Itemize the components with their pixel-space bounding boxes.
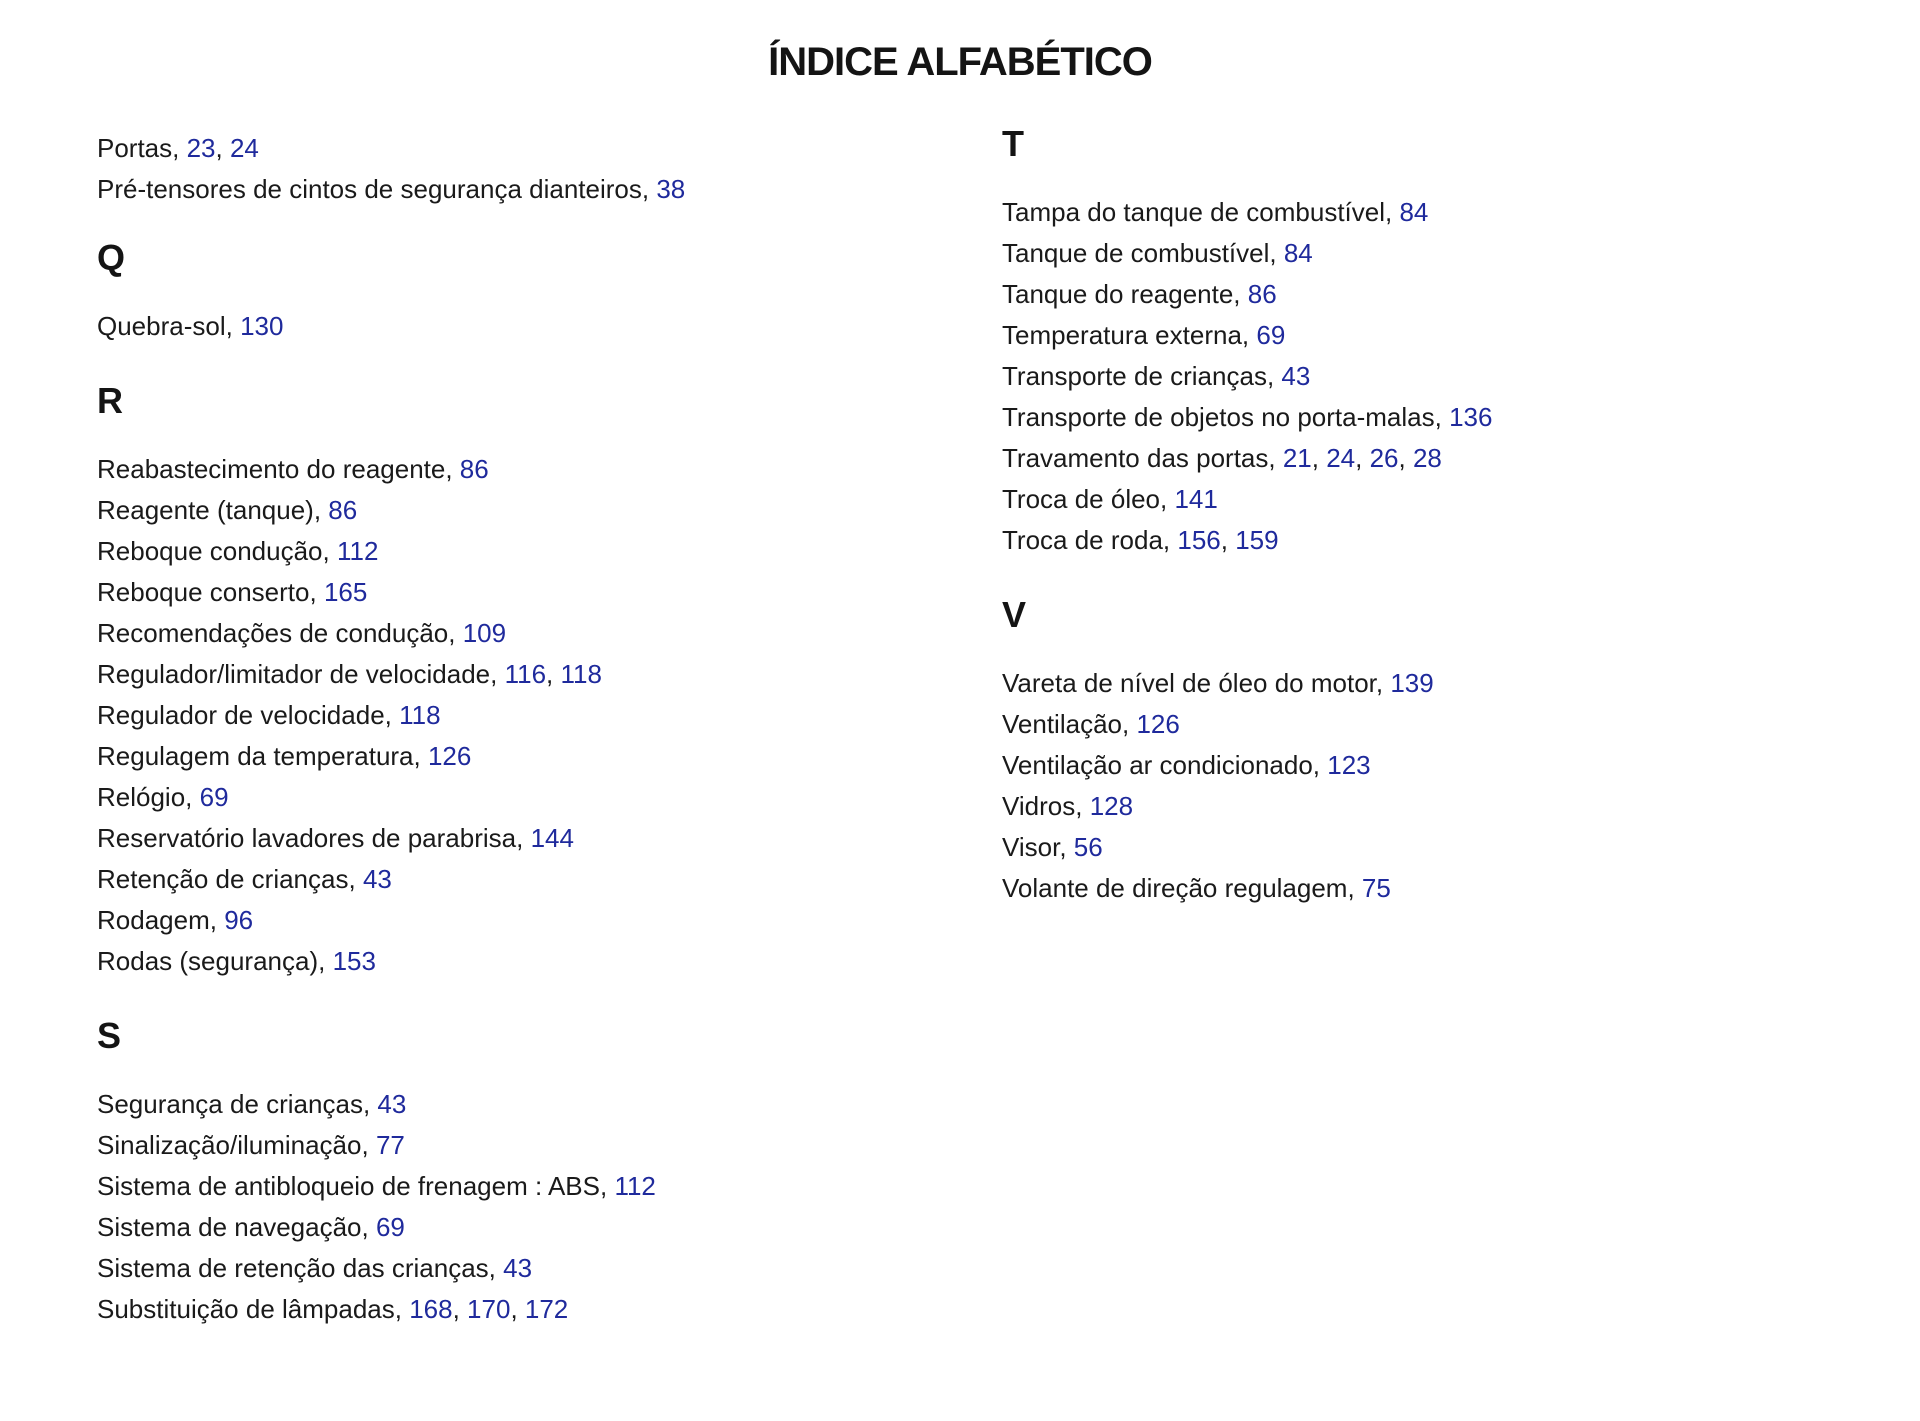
index-term: Visor, [1002, 832, 1074, 862]
page-link[interactable]: 118 [399, 700, 441, 730]
index-term: Sinalização/iluminação, [97, 1130, 376, 1160]
index-term: Ventilação ar condicionado, [1002, 750, 1328, 780]
section-letter: S [97, 1015, 122, 1056]
index-section-q [97, 238, 957, 347]
index-term: Troca de óleo, [1002, 484, 1175, 514]
index-entry [97, 654, 957, 695]
page-link[interactable]: 136 [1449, 402, 1493, 432]
index-entry-list [97, 128, 957, 210]
index-term: Regulagem da temperatura, [97, 741, 428, 771]
index-term: Ventilação, [1002, 709, 1137, 739]
index-entry [1002, 356, 1862, 397]
page-link[interactable]: 86 [1247, 279, 1277, 309]
index-term: Tanque do reagente, [1002, 279, 1248, 309]
index-entry [97, 736, 957, 777]
index-entry [1002, 663, 1862, 704]
page-link[interactable]: 69 [1256, 320, 1286, 350]
page-separator: , [510, 1294, 525, 1324]
index-column-right [1002, 124, 1862, 943]
page-separator: , [1355, 443, 1370, 473]
section-letter: Q [97, 237, 126, 278]
page-link[interactable]: 77 [375, 1130, 405, 1160]
index-entry [97, 900, 957, 941]
index-entry [97, 169, 957, 210]
page-link[interactable]: 23 [186, 133, 216, 163]
page-link[interactable]: 84 [1283, 238, 1313, 268]
index-entry [1002, 704, 1862, 745]
index-section-s [97, 1016, 957, 1330]
index-term: Regulador/limitador de velocidade, [97, 659, 505, 689]
page-link[interactable]: 126 [1136, 709, 1180, 739]
page-link[interactable]: 86 [459, 454, 489, 484]
page-link[interactable]: 43 [362, 864, 392, 894]
page-link[interactable]: 141 [1174, 484, 1218, 514]
page-separator: , [1220, 525, 1236, 555]
index-entry [97, 613, 957, 654]
index-term: Reboque conserto, [97, 577, 324, 607]
page-link[interactable]: 116 [504, 659, 547, 689]
section-letter: R [97, 380, 123, 421]
page-link[interactable]: 69 [199, 782, 229, 812]
page-link[interactable]: 84 [1399, 197, 1429, 227]
page-link[interactable]: 170 [467, 1294, 511, 1324]
index-entry [1002, 233, 1862, 274]
index-entry-list [97, 449, 957, 982]
page-link[interactable]: 28 [1412, 443, 1442, 473]
index-section-t [1002, 124, 1862, 561]
index-term: Tampa do tanque de combustível, [1002, 197, 1400, 227]
index-entry [97, 572, 957, 613]
page-link[interactable]: 86 [328, 495, 358, 525]
index-entry [1002, 315, 1862, 356]
index-column-left [97, 128, 957, 1364]
index-entry-list [97, 306, 957, 347]
page-separator: , [215, 133, 230, 163]
page-link[interactable]: 144 [530, 823, 574, 853]
index-entry [1002, 274, 1862, 315]
section-letter: T [1002, 123, 1024, 164]
page-link[interactable]: 156 [1177, 525, 1221, 555]
page-title: ÍNDICE ALFABÉTICO [768, 40, 1152, 84]
index-term: Rodas (segurança), [97, 946, 333, 976]
page-link[interactable]: 24 [229, 133, 259, 163]
index-entry [97, 818, 957, 859]
index-term: Relógio, [97, 782, 200, 812]
index-term: Sistema de retenção das crianças, [97, 1253, 504, 1283]
index-entry [97, 306, 957, 347]
index-entry [1002, 827, 1862, 868]
index-entry [1002, 786, 1862, 827]
index-entry [97, 128, 957, 169]
index-entry [1002, 397, 1862, 438]
index-term: Reboque condução, [97, 536, 337, 566]
page-separator: , [546, 659, 561, 689]
index-term: Temperatura externa, [1002, 320, 1257, 350]
page-link[interactable]: 139 [1390, 668, 1434, 698]
index-term: Sistema de antibloqueio de frenagem : ABS, [97, 1171, 615, 1201]
page-link[interactable]: 109 [462, 618, 507, 648]
page-link[interactable]: 75 [1361, 873, 1391, 903]
index-entry [97, 1248, 957, 1289]
page-link[interactable]: 43 [503, 1253, 533, 1283]
index-term: Segurança de crianças, [97, 1089, 378, 1119]
index-term: Regulador de velocidade, [97, 700, 400, 730]
index-term: Reabastecimento do reagente, [97, 454, 460, 484]
page-link[interactable]: 130 [240, 311, 284, 341]
index-entry [1002, 479, 1862, 520]
page-link[interactable]: 112 [336, 536, 379, 566]
index-entry [97, 777, 957, 818]
page-link[interactable]: 21 [1282, 443, 1312, 473]
index-entry [97, 941, 957, 982]
index-section-v [1002, 595, 1862, 909]
index-term: Transporte de objetos no porta-malas, [1002, 402, 1450, 432]
index-section-continued [97, 128, 957, 210]
page-link[interactable]: 128 [1089, 791, 1134, 821]
index-entry [1002, 192, 1862, 233]
index-term: Vareta de nível de óleo do motor, [1002, 668, 1391, 698]
index-term: Quebra-sol, [97, 311, 241, 341]
page-link[interactable]: 123 [1327, 750, 1371, 780]
index-term: Travamento das portas, [1002, 443, 1283, 473]
index-entry [97, 531, 957, 572]
index-entry [1002, 438, 1862, 479]
index-term: Substituição de lâmpadas, [97, 1294, 410, 1324]
page-link[interactable]: 112 [614, 1171, 656, 1201]
index-entry [97, 449, 957, 490]
index-term: Vidros, [1002, 791, 1090, 821]
index-entry [1002, 520, 1862, 561]
index-entry-list [1002, 663, 1862, 909]
index-entry [97, 1084, 957, 1125]
index-entry [97, 490, 957, 531]
index-term: Pré-tensores de cintos de segurança dianteiros, [97, 174, 657, 204]
index-term: Sistema de navegação, [97, 1212, 376, 1242]
page-link[interactable]: 24 [1326, 443, 1356, 473]
index-entry [97, 1125, 957, 1166]
index-term: Tanque de combustível, [1002, 238, 1284, 268]
index-term: Rodagem, [97, 905, 225, 935]
index-term: Recomendações de condução, [97, 618, 463, 648]
index-entry [97, 1207, 957, 1248]
page-link[interactable]: 26 [1369, 443, 1399, 473]
page-link[interactable]: 168 [409, 1294, 453, 1324]
page-link[interactable]: 69 [375, 1212, 405, 1242]
page-link[interactable]: 165 [323, 577, 368, 607]
index-entry-list [97, 1084, 957, 1330]
page-link[interactable]: 56 [1073, 832, 1103, 862]
page-link[interactable]: 96 [224, 905, 254, 935]
index-term: Retenção de crianças, [97, 864, 363, 894]
index-entry [1002, 868, 1862, 909]
index-term: Troca de roda, [1002, 525, 1178, 555]
page-separator: , [1398, 443, 1413, 473]
index-entry [97, 1166, 957, 1207]
index-term: Portas, [97, 133, 187, 163]
index-term: Reagente (tanque), [97, 495, 329, 525]
page-separator: , [452, 1294, 468, 1324]
index-term: Volante de direção regulagem, [1002, 873, 1362, 903]
index-section-r [97, 381, 957, 982]
index-term: Transporte de crianças, [1002, 361, 1282, 391]
page-link[interactable]: 159 [1235, 525, 1279, 555]
section-letter: V [1002, 594, 1027, 635]
index-entry [97, 1289, 957, 1330]
index-term: Reservatório lavadores de parabrisa, [97, 823, 531, 853]
page-link[interactable]: 38 [656, 174, 686, 204]
index-entry-list [1002, 192, 1862, 561]
index-entry [97, 695, 957, 736]
page-link[interactable]: 43 [1281, 361, 1311, 391]
page-link[interactable]: 118 [560, 659, 602, 689]
page-separator: , [1311, 443, 1327, 473]
index-entry [1002, 745, 1862, 786]
page-link[interactable]: 126 [427, 741, 472, 771]
page-link[interactable]: 172 [524, 1294, 569, 1324]
page-link[interactable]: 43 [377, 1089, 407, 1119]
index-entry [97, 859, 957, 900]
page-link[interactable]: 153 [332, 946, 376, 976]
